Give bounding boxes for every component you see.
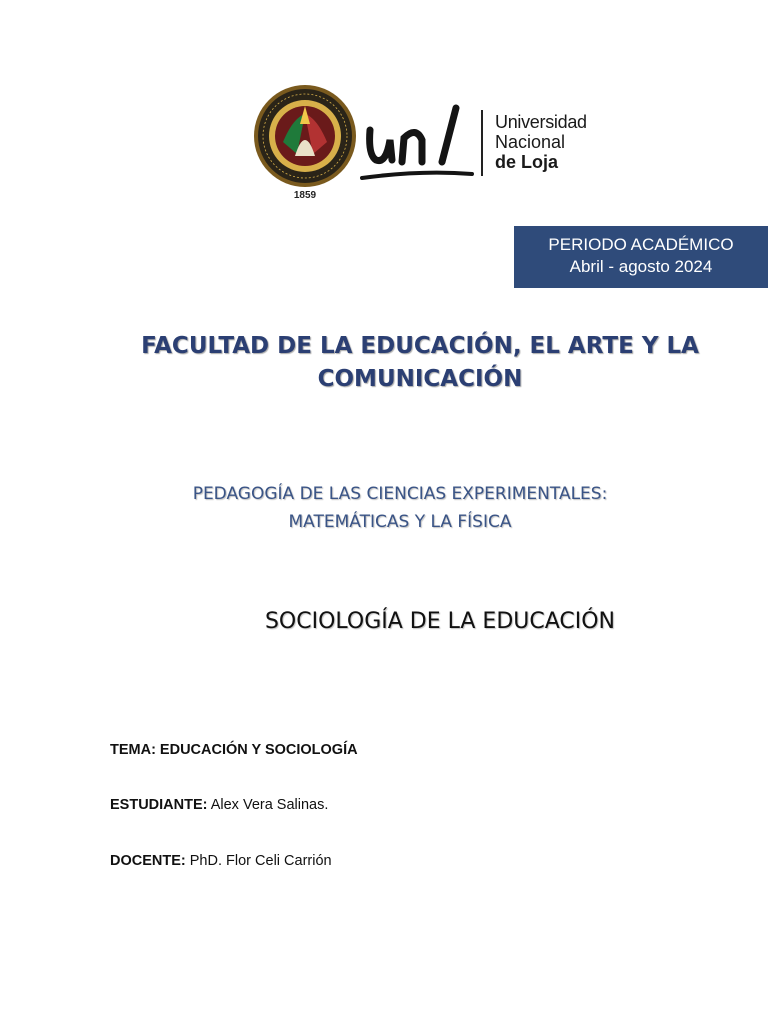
faculty-line: FACULTAD DE LA EDUCACIÓN, EL ARTE Y LA bbox=[141, 333, 699, 359]
academic-period-box bbox=[514, 226, 768, 288]
logo-divider bbox=[481, 110, 483, 176]
period-title: PERIODO ACADÉMICO bbox=[548, 235, 734, 254]
university-name-line: Universidad bbox=[495, 112, 587, 132]
career-line: PEDAGOGÍA DE LAS CIENCIAS EXPERIMENTALES: bbox=[192, 484, 608, 504]
career-line: MATEMÁTICAS Y LA FÍSICA bbox=[288, 512, 512, 532]
period-dates: Abril - agosto 2024 bbox=[569, 257, 713, 276]
teacher-label: DOCENTE: bbox=[110, 853, 186, 869]
career-heading bbox=[90, 480, 710, 536]
faculty-heading bbox=[90, 330, 750, 396]
university-name-line: de Loja bbox=[495, 152, 559, 172]
seal-year: 1859 bbox=[293, 190, 317, 201]
student-value: Alex Vera Salinas. bbox=[207, 797, 329, 813]
topic-field: TEMA: EDUCACIÓN Y SOCIOLOGÍA bbox=[110, 742, 358, 758]
faculty-line: COMUNICACIÓN bbox=[317, 366, 523, 392]
university-name-line: Nacional bbox=[495, 132, 566, 152]
university-seal-icon bbox=[253, 84, 357, 188]
student-label: ESTUDIANTE: bbox=[110, 797, 208, 813]
university-name bbox=[495, 112, 587, 172]
student-field bbox=[110, 797, 328, 813]
subject-title: SOCIOLOGÍA DE LA EDUCACIÓN bbox=[264, 609, 616, 634]
unl-wordmark-logo bbox=[360, 100, 478, 184]
teacher-field bbox=[110, 853, 332, 869]
teacher-value: PhD. Flor Celi Carrión bbox=[185, 853, 332, 869]
